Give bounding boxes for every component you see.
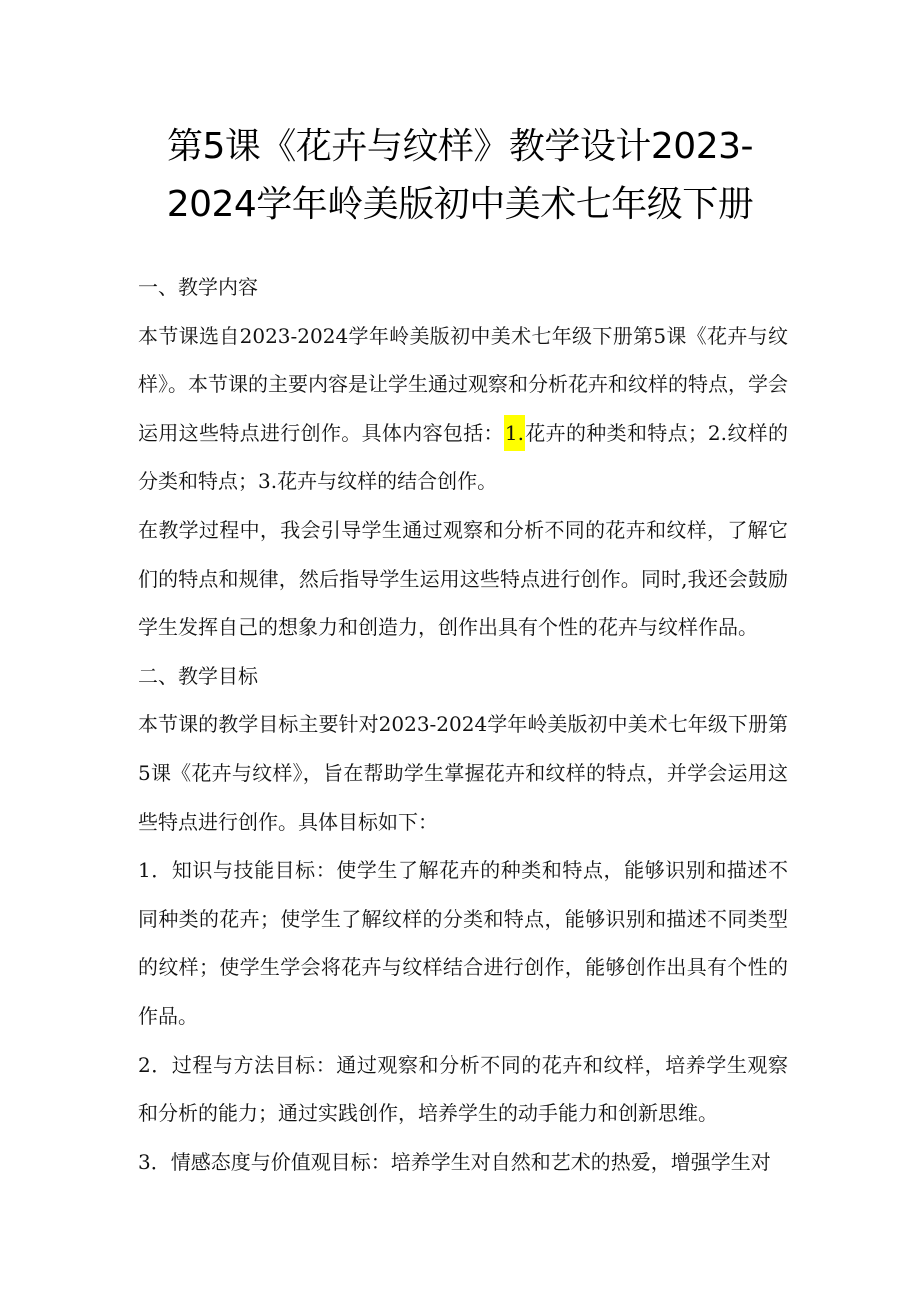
paragraph-content-intro [138,312,788,506]
section-heading-teaching-goals: 二、教学目标 [138,663,258,688]
goal-item-1: 1．知识与技能目标：使学生了解花卉的种类和特点，能够识别和描述不同种类的花卉；使学生了解纹样的分类和特点，能够识别和描述不同类型的纹样；使学生学会将花卉与纹样结合进行创作，能够创作出具有个性的作品。 [138,858,788,1028]
highlighted-text: 1. [504,415,525,451]
goal-item-3: 3．情感态度与价值观目标：培养学生对自然和艺术的热爱，增强学生对 [138,1149,771,1174]
document-body [138,263,788,1186]
section-heading-teaching-content: 一、教学内容 [138,275,258,299]
paragraph-goals-intro: 本节课的教学目标主要针对2023-2024学年岭美版初中美术七年级下册第5课《花卉与纹样》，旨在帮助学生掌握花卉和纹样的特点，并学会运用这些特点进行创作。具体目标如下： [138,712,788,834]
paragraph-text: 本节课选自2023-2024学年岭美版初中美术七年级下册第5课《花卉与纹样》。本节课的主要内容是让学生通过观察和分析花卉和纹样的特点，学会运用这些特点进行创作。具体内容包括： [138,323,788,445]
goal-item-2: 2．过程与方法目标：通过观察和分析不同的花卉和纹样，培养学生观察和分析的能力；通过实践创作，培养学生的动手能力和创新思维。 [138,1052,788,1126]
title-line-2: 2024学年岭美版初中美术七年级下册 [166,184,754,225]
paragraph-teaching-process: 在教学过程中，我会引导学生通过观察和分析不同的花卉和纹样，了解它们的特点和规律，然后指导学生运用这些特点进行创作。同时,我还会鼓励学生发挥自己的想象力和创造力，创作出具有个性的花卉与纹样作品。 [138,517,788,640]
document-title [120,118,800,234]
paragraph-text: 花卉的种类和特点；2.纹样的分类和特点；3.花卉与纹样的结合创作。 [138,420,788,494]
title-line-1: 第5课《花卉与纹样》教学设计2023- [166,126,753,167]
